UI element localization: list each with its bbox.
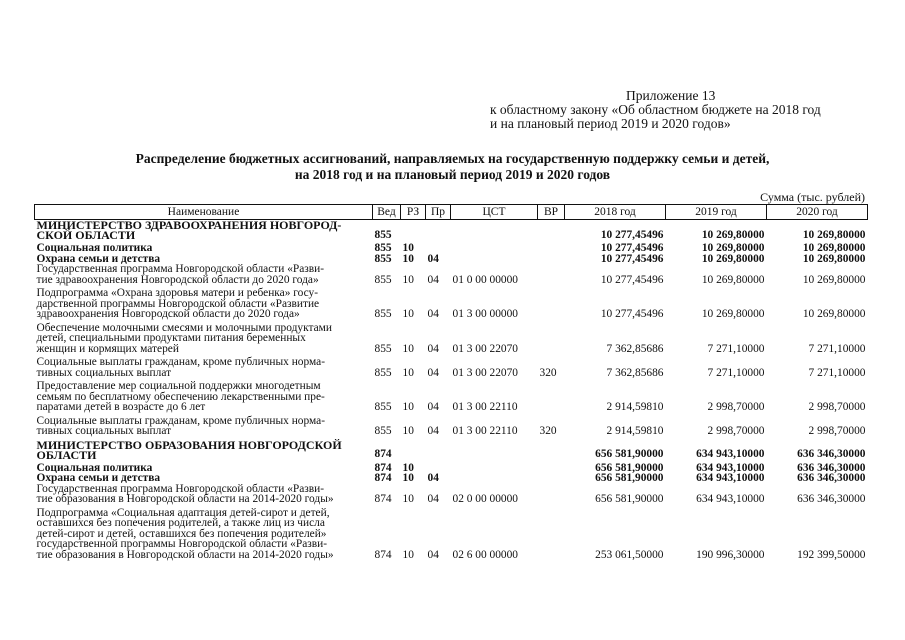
cell-ved: 855 bbox=[374, 342, 392, 355]
units-label: Сумма (тыс. рублей) bbox=[760, 190, 865, 204]
cell-y2018: 656 581,90000 bbox=[595, 448, 664, 460]
cell-cst: 01 3 00 22110 bbox=[452, 401, 518, 413]
cell-ved: 874 bbox=[374, 472, 392, 484]
cell-y2018: 7 362,85686 bbox=[606, 342, 664, 355]
cell-name: Обеспечение молочными смесями и молочными продуктами детей, специальными продуктами питания беременных женщин и кормящих матерей bbox=[36, 321, 332, 355]
cell-ved: 874 bbox=[374, 461, 392, 474]
cell-vr bbox=[538, 440, 565, 463]
cell-y2020: 2 998,70000 bbox=[808, 425, 866, 437]
cell-y2018: 10 277,45496 bbox=[600, 273, 664, 286]
cell-pr: 04 bbox=[427, 425, 439, 437]
cell-y2020: 10 269,80000 bbox=[802, 228, 866, 241]
cell-vr bbox=[538, 254, 565, 265]
table-row bbox=[35, 323, 868, 358]
cell-ved: 855 bbox=[374, 401, 392, 413]
table-row bbox=[35, 473, 868, 484]
table-row bbox=[35, 243, 868, 254]
cell-rz bbox=[401, 220, 426, 244]
cell-ved: 874 bbox=[374, 548, 392, 561]
cell-name: Подпрограмма «Охрана здоровья матери и ребенка» госу- дарственной программы Новгородской области «Развитие здравоохранения Новгородской области до 2020 года» bbox=[36, 287, 320, 320]
cell-name: Охрана семьи и детства bbox=[36, 252, 161, 265]
cell-cst: 01 3 00 22070 bbox=[452, 342, 518, 355]
cell-vr bbox=[538, 473, 565, 484]
cell-y2020: 10 269,80000 bbox=[802, 273, 866, 286]
cell-y2020: 2 998,70000 bbox=[808, 401, 866, 413]
cell-vr bbox=[538, 264, 565, 288]
cell-cst: 01 0 00 00000 bbox=[452, 273, 518, 286]
table-row bbox=[35, 508, 868, 564]
cell-y2019: 634 943,10000 bbox=[696, 461, 765, 474]
title-line-2: на 2018 год и на плановый период 2019 и 2020 годов bbox=[294, 167, 611, 182]
cell-y2020: 10 269,80000 bbox=[802, 252, 866, 265]
cell-vr: 320 bbox=[539, 425, 557, 437]
cell-y2020: 7 271,10000 bbox=[808, 366, 866, 379]
cell-rz: 10 bbox=[402, 472, 414, 484]
cell-ved: 855 bbox=[374, 242, 392, 254]
cell-y2019: 634 943,10000 bbox=[696, 472, 765, 484]
cell-y2020: 10 269,80000 bbox=[802, 308, 866, 320]
cell-name: Государственная программа Новгородской области «Разви- тие здравоохранения Новгородской области до 2020 года» bbox=[36, 263, 325, 286]
cell-rz: 10 bbox=[402, 252, 414, 265]
header-rz: РЗ bbox=[401, 205, 426, 220]
cell-rz: 10 bbox=[402, 461, 414, 474]
cell-cst: 02 0 00 00000 bbox=[452, 493, 518, 505]
cell-y2020: 636 346,30000 bbox=[797, 472, 866, 484]
cell-y2019: 10 269,80000 bbox=[701, 242, 765, 254]
cell-y2019: 10 269,80000 bbox=[701, 273, 765, 286]
cell-name: Социальные выплаты гражданам, кроме публичных норма- тивных социальных выплат bbox=[36, 356, 325, 379]
cell-y2019: 2 998,70000 bbox=[707, 425, 765, 437]
cell-y2020: 636 346,30000 bbox=[797, 493, 866, 505]
cell-pr: 04 bbox=[427, 273, 439, 286]
cell-ved: 874 bbox=[374, 448, 392, 460]
cell-pr: 04 bbox=[427, 252, 439, 265]
cell-name: Предоставление мер социальной поддержки многодетным семьям по бесплатному обеспечению лекарственными пре- паратами детей в возрасте до 6 лет bbox=[36, 380, 325, 413]
cell-rz: 10 bbox=[402, 342, 414, 355]
cell-ved: 855 bbox=[374, 228, 392, 241]
header-cst: ЦСТ bbox=[451, 205, 538, 220]
cell-y2018: 656 581,90000 bbox=[595, 461, 664, 474]
cell-ved: 855 bbox=[374, 273, 392, 286]
cell-name: Социальная политика bbox=[36, 242, 153, 254]
document-title bbox=[0, 151, 905, 183]
appendix-law-reference: к областному закону «Об областном бюджете на 2018 год bbox=[490, 102, 821, 117]
cell-vr bbox=[538, 381, 565, 416]
cell-y2020: 636 346,30000 bbox=[797, 448, 866, 460]
cell-y2018: 2 914,59810 bbox=[606, 401, 664, 413]
cell-y2018: 7 362,85686 bbox=[606, 366, 664, 379]
cell-name: Государственная программа Новгородской области «Разви- тие образования в Новгородской области на 2014-2020 годы» bbox=[36, 482, 334, 505]
cell-y2019: 10 269,80000 bbox=[701, 252, 765, 265]
cell-vr: 320 bbox=[539, 366, 557, 379]
header-2020: 2020 год bbox=[767, 205, 868, 220]
cell-y2019: 7 271,10000 bbox=[707, 366, 765, 379]
cell-y2018: 2 914,59810 bbox=[606, 425, 664, 437]
cell-y2018: 10 277,45496 bbox=[600, 252, 664, 265]
cell-cst: 01 3 00 22070 bbox=[452, 366, 518, 379]
cell-vr bbox=[538, 323, 565, 358]
cell-cst: 01 3 00 22110 bbox=[452, 425, 518, 437]
table-row bbox=[35, 484, 868, 508]
cell-rz: 10 bbox=[402, 493, 414, 505]
cell-rz: 10 bbox=[402, 425, 414, 437]
cell-ved: 874 bbox=[374, 493, 392, 505]
cell-y2020: 7 271,10000 bbox=[808, 342, 866, 355]
cell-vr bbox=[538, 220, 565, 244]
cell-y2018: 10 277,45496 bbox=[600, 228, 664, 241]
table-row bbox=[35, 416, 868, 440]
cell-y2019: 10 269,80000 bbox=[701, 228, 765, 241]
cell-y2018: 253 061,50000 bbox=[595, 548, 664, 561]
cell-rz: 10 bbox=[402, 242, 414, 254]
cell-y2019: 2 998,70000 bbox=[707, 401, 765, 413]
cell-y2018: 656 581,90000 bbox=[595, 493, 664, 505]
cell-ved: 855 bbox=[374, 308, 392, 320]
cell-y2020: 10 269,80000 bbox=[802, 242, 866, 254]
cell-ved: 855 bbox=[374, 252, 392, 265]
cell-vr bbox=[538, 288, 565, 323]
cell-cst bbox=[451, 440, 538, 463]
cell-name: Социальные выплаты гражданам, кроме публичных норма- тивных социальных выплат bbox=[36, 414, 325, 437]
cell-name: МИНИСТЕРСТВО ОБРАЗОВАНИЯ НОВГОРОДСКОЙ ОБЛАСТИ bbox=[36, 437, 342, 462]
cell-y2019: 7 271,10000 bbox=[707, 342, 765, 355]
table-row bbox=[35, 288, 868, 323]
table-row bbox=[35, 381, 868, 416]
cell-y2019: 190 996,30000 bbox=[696, 548, 765, 561]
cell-name: Охрана семьи и детства bbox=[36, 472, 161, 484]
cell-y2019: 634 943,10000 bbox=[696, 493, 765, 505]
cell-ved: 855 bbox=[374, 425, 392, 437]
cell-cst bbox=[451, 220, 538, 244]
cell-vr bbox=[538, 243, 565, 254]
cell-pr: 04 bbox=[427, 548, 439, 561]
table-row bbox=[35, 440, 868, 463]
cell-pr: 04 bbox=[427, 342, 439, 355]
title-line-1: Распределение бюджетных ассигнований, направляемых на государственную поддержку семьи и детей, bbox=[135, 151, 770, 166]
header-2019: 2019 год bbox=[666, 205, 767, 220]
cell-pr: 04 bbox=[427, 308, 439, 320]
cell-y2020: 192 399,50000 bbox=[797, 548, 866, 561]
cell-name: Подпрограмма «Социальная адаптация детей-сирот и детей, оставшихся без попечения родителей, а также лиц из числа детей-сирот и детей, оставшихся без попечения родителей» государственной программы Новгородской области «Разви- тие образования в Новгородской области на 2014-2020 годы» bbox=[36, 506, 334, 561]
header-pr: Пр bbox=[426, 205, 451, 220]
cell-cst: 01 3 00 00000 bbox=[452, 308, 518, 320]
cell-pr: 04 bbox=[427, 366, 439, 379]
cell-pr bbox=[426, 440, 451, 463]
cell-cst bbox=[451, 243, 538, 254]
cell-rz: 10 bbox=[402, 308, 414, 320]
header-name: Наименование bbox=[35, 205, 373, 220]
table-row bbox=[35, 264, 868, 288]
appendix-block bbox=[490, 89, 821, 131]
cell-vr bbox=[538, 508, 565, 564]
cell-pr: 04 bbox=[427, 401, 439, 413]
cell-vr bbox=[538, 484, 565, 508]
cell-ved: 855 bbox=[374, 366, 392, 379]
cell-name: Социальная политика bbox=[36, 461, 153, 474]
cell-y2018: 10 277,45496 bbox=[600, 242, 664, 254]
cell-cst bbox=[451, 463, 538, 474]
cell-cst bbox=[451, 473, 538, 484]
cell-rz: 10 bbox=[402, 401, 414, 413]
cell-cst: 02 6 00 00000 bbox=[452, 548, 518, 561]
cell-y2020: 636 346,30000 bbox=[797, 461, 866, 474]
cell-rz bbox=[401, 440, 426, 463]
table-body bbox=[35, 220, 868, 564]
cell-cst bbox=[451, 254, 538, 265]
budget-table bbox=[34, 204, 868, 563]
cell-y2019: 634 943,10000 bbox=[696, 448, 765, 460]
cell-y2019: 10 269,80000 bbox=[701, 308, 765, 320]
cell-pr: 04 bbox=[427, 493, 439, 505]
cell-rz: 10 bbox=[402, 548, 414, 561]
table-row bbox=[35, 357, 868, 381]
appendix-number: Приложение 13 bbox=[626, 88, 716, 103]
cell-pr bbox=[426, 220, 451, 244]
cell-y2018: 656 581,90000 bbox=[595, 472, 664, 484]
table-row bbox=[35, 220, 868, 244]
cell-name: МИНИСТЕРСТВО ЗДРАВООХРАНЕНИЯ НОВГОРОД- СКОЙ ОБЛАСТИ bbox=[36, 218, 342, 242]
header-ved: Вед bbox=[373, 205, 401, 220]
cell-vr bbox=[538, 463, 565, 474]
cell-rz: 10 bbox=[402, 273, 414, 286]
cell-pr bbox=[426, 243, 451, 254]
cell-rz: 10 bbox=[402, 366, 414, 379]
header-2018: 2018 год bbox=[565, 205, 666, 220]
cell-pr: 04 bbox=[427, 472, 439, 484]
cell-y2018: 10 277,45496 bbox=[600, 308, 664, 320]
header-vr: ВР bbox=[538, 205, 565, 220]
appendix-period: и на плановый период 2019 и 2020 годов» bbox=[490, 116, 731, 131]
